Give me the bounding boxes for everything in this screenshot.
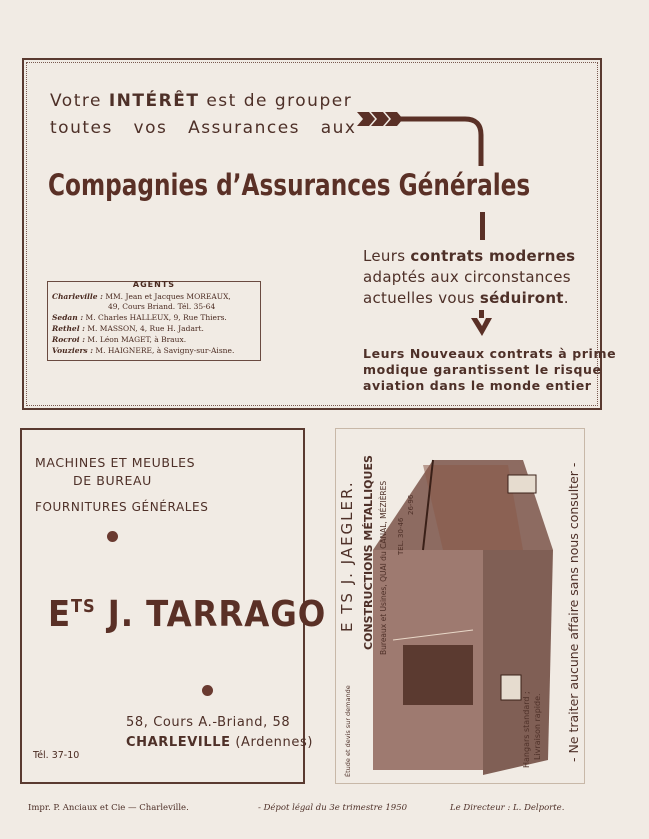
arrow-down-icon [470,310,494,338]
tarrago-city: CHARLEVILLE (Ardennes) [126,735,313,750]
agent-row: 49, Cours Briand. Tél. 35-64 [108,302,216,311]
agents-title: AGENTS [132,280,176,289]
contracts-line-3: actuelles vous séduiront. [363,289,569,307]
tarrago-address: 58, Cours A.-Briand, 58 [126,715,291,730]
jaegler-standard: Hangars standard ; [522,691,531,768]
director-credit: Le Directeur : L. Delporte. [450,803,565,813]
agent-row: Rethel : M. MASSON, 4, Rue H. Jadart. [52,324,204,333]
jaegler-delivery: Livraison rapide. [533,693,542,760]
agent-row: Charleville : MM. Jean et Jacques MOREAUX, [52,292,231,301]
agent-row: Rocroi : M. Léon MAGET, à Braux. [52,335,187,344]
printer-credit: Impr. P. Anciaux et Cie — Charleville. [28,803,189,813]
arrow-right-down-icon [355,108,495,168]
bullet-dot-icon [107,531,118,542]
prime-line-2: modique garantissent le risque [363,362,602,377]
agent-row: Sedan : M. Charles HALLEUX, 9, Rue Thiers. [52,313,227,322]
contracts-line-1: Leurs contrats modernes [363,247,576,265]
jaegler-company: E TS J. JAEGLER. [338,480,356,632]
jaegler-tel-2: 26-96 [407,494,415,515]
jaegler-slogan: - Ne traiter aucune affaire sans nous consulter - [566,462,581,762]
tarrago-line-2: DE BUREAU [73,473,152,488]
jaegler-address: Bureaux et Usines, QUAI du CANAL, MÉZIÈRES [379,480,388,655]
contracts-line-2: adaptés aux circonstances [363,268,571,286]
jaegler-study: Étude et devis sur demande [344,685,352,777]
prime-line-1: Leurs Nouveaux contrats à prime [363,346,617,361]
jaegler-tel: TEL. 30-46 [397,517,405,555]
tarrago-line-1: MACHINES ET MEUBLES [35,455,196,470]
vertical-bar-icon [478,212,488,242]
insurance-company-title: Compagnies d’Assurances Générales [48,168,531,202]
jaegler-activity: CONSTRUCTIONS MÉTALLIQUES [362,455,375,650]
tarrago-name: $E^{TS}$ J. TARRAGO [48,594,327,635]
agent-row: Vouziers : M. HAIGNERE, à Savigny-sur-Aisne. [52,346,235,355]
legal-deposit: - Dépot légal du 3e trimestre 1950 [258,803,408,813]
tarrago-tel: Tél. 37-10 [33,750,80,761]
tarrago-line-3: FOURNITURES GÉNÉRALES [35,500,209,514]
intro-line-1: Votre INTÉRÊT est de grouper [50,91,353,111]
bullet-dot-icon [202,685,213,696]
intro-line-2: toutes vos Assurances aux [50,118,357,138]
prime-line-3: aviation dans le monde entier [363,378,592,393]
